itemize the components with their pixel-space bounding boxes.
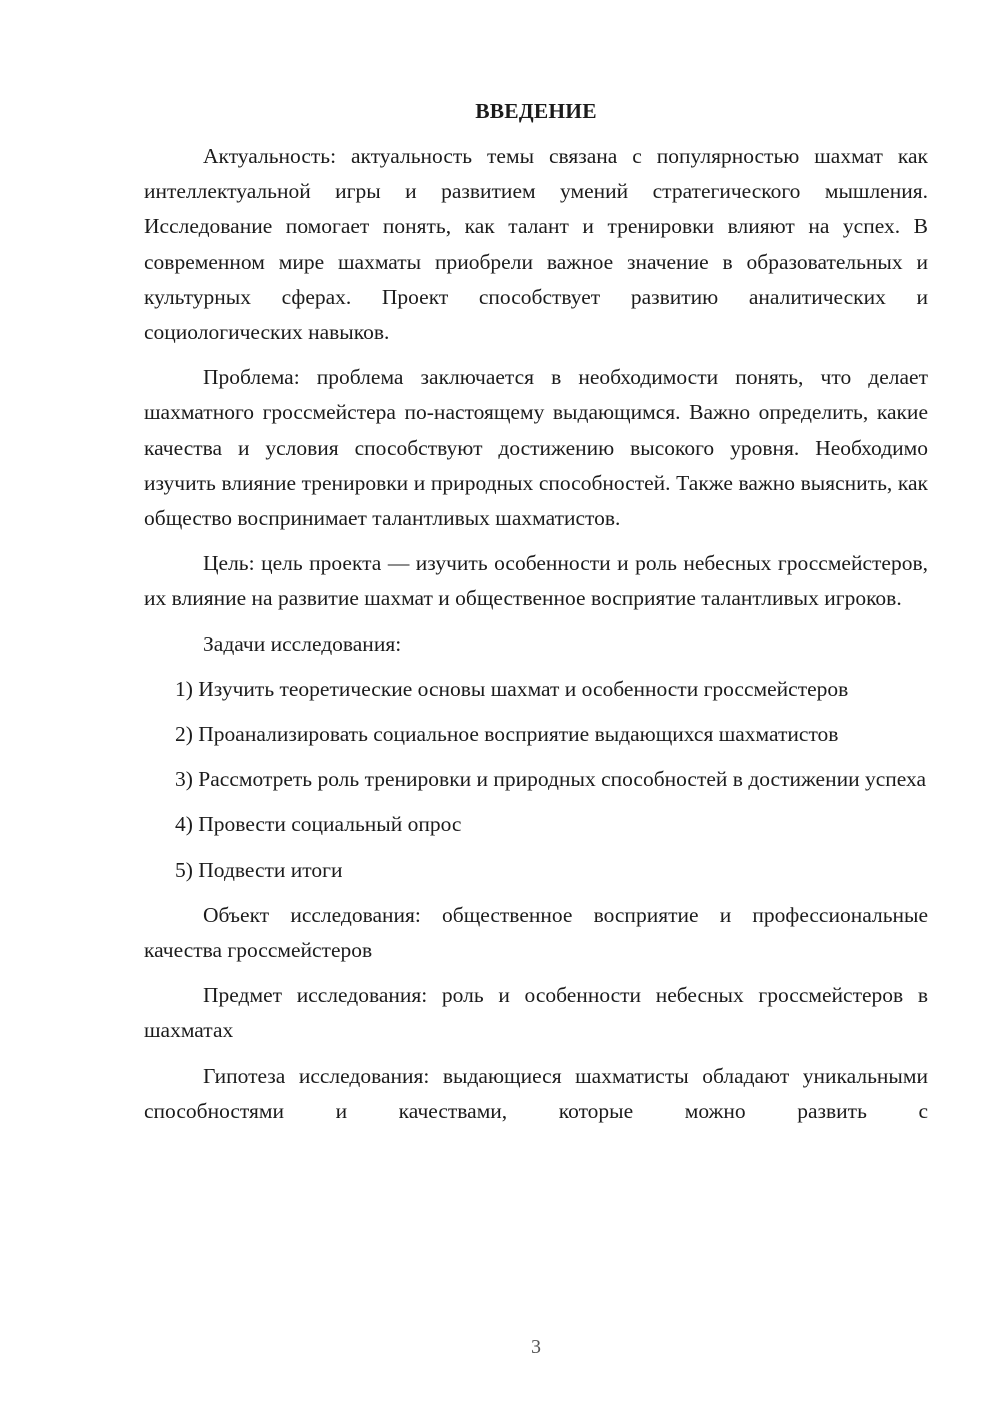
page-number: 3 — [531, 1336, 541, 1358]
goal-paragraph: Цель: цель проекта — изучить особенности и роль небесных гроссмейстеров, их влияние на развитие шахмат и общественное восприятие талантливых игроков. — [144, 551, 928, 611]
task-item-3: 3) Рассмотреть роль тренировки и природных способностей в достижении успеха — [175, 767, 927, 792]
research-object-paragraph: Объект исследования: общественное восприятие и профессиональные качества гроссмейстеров — [144, 902, 928, 963]
tasks-heading: Задачи исследования: — [203, 631, 402, 656]
research-subject-paragraph: Предмет исследования: роль и особенности небесных гроссмейстеров в шахматах — [144, 983, 928, 1043]
task-item-2: 2) Проанализировать социальное восприятие выдающихся шахматистов — [175, 722, 839, 747]
task-item-5: 5) Подвести итоги — [175, 857, 343, 882]
page-body — [144, 96, 928, 1139]
hypothesis-paragraph: Гипотеза исследования: выдающиеся шахматисты обладают уникальными способностями и качествами, которые можно развить с — [144, 1063, 928, 1123]
task-item-4: 4) Провести социальный опрос — [175, 812, 462, 837]
relevance-paragraph: Актуальность: актуальность темы связана с популярностью шахмат как интеллектуальной игры и развитием умений стратегического мышления. Исследование помогает понять, как талант и тренировки влияют на успех. В современном мире шахматы приобрели важное значение в образовательных и культурных сферах. Проект способствует развитию аналитических и социологических навыков. — [144, 144, 928, 345]
section-title: ВВЕДЕНИЕ — [475, 99, 597, 123]
task-item-1: 1) Изучить теоретические основы шахмат и особенности гроссмейстеров — [175, 676, 849, 701]
problem-paragraph: Проблема: проблема заключается в необходимости понять, что делает шахматного гроссмейстера по-настоящему выдающимся. Важно определить, какие качества и условия способствуют достижению высокого уровня. Необходимо изучить влияние тренировки и природных способностей. Также важно выяснить, как общество воспринимает талантливых шахматистов. — [144, 365, 928, 531]
